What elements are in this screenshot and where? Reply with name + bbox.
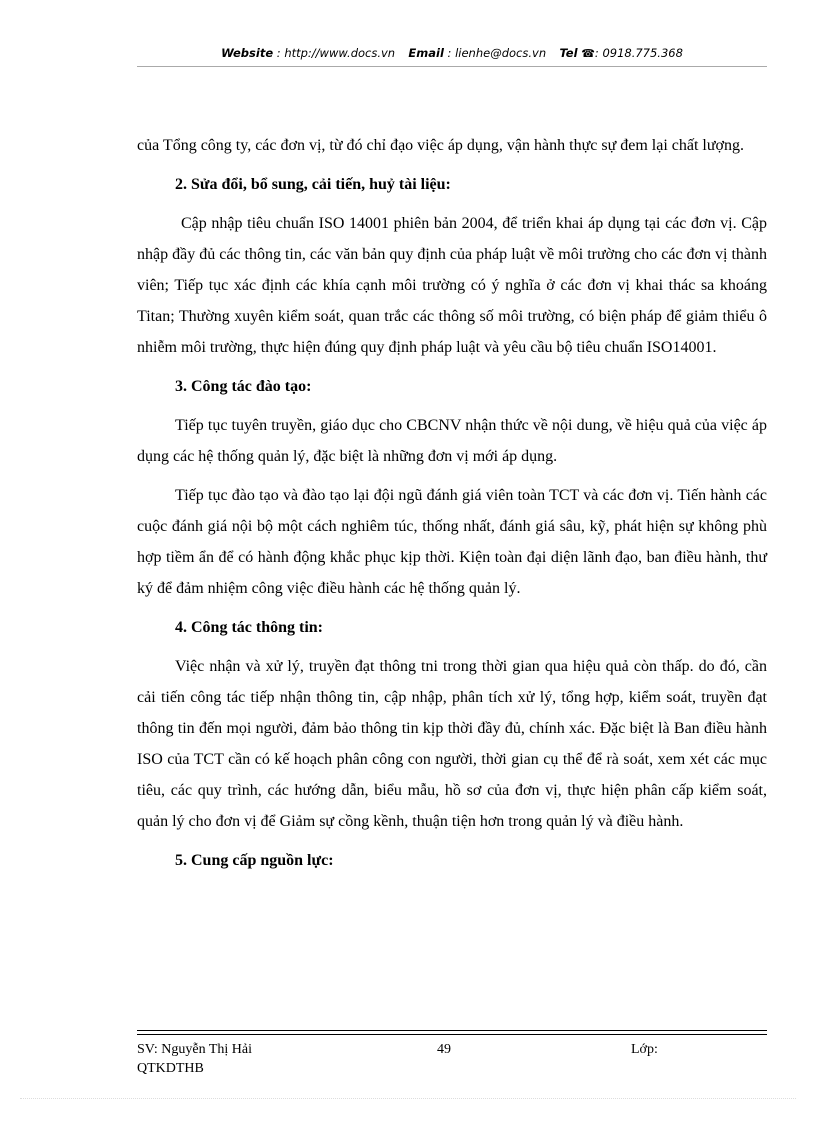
tel-label: Tel <box>559 46 578 60</box>
section-heading-4: 4. Công tác thông tin: <box>175 619 324 636</box>
student-name: SV: Nguyễn Thị Hải QTKDTHB <box>137 1042 252 1076</box>
website-label: Website <box>221 46 274 60</box>
section-heading-5: 5. Cung cấp nguồn lực: <box>175 852 334 869</box>
page-body <box>137 130 767 884</box>
footer-divider-bottom <box>137 1034 767 1035</box>
tel-number: 0918.775.368 <box>602 46 683 60</box>
header-divider <box>137 66 767 67</box>
section-heading-3: 3. Công tác đào tạo: <box>175 378 312 395</box>
section-3-paragraph-2: Tiếp tục đào tạo và đào tạo lại đội ngũ đánh giá viên toàn TCT và các đơn vị. Tiến hành các cuộc đánh giá nội bộ một cách nghiêm túc, thống nhất, đánh giá sâu, kỹ, phát hiện sự không phù hợp tiềm ẩn để có hành động khắc phục kịp thời. Kiện toàn đại diện lãnh đạo, ban điều hành, thư ký để đảm nhiệm công việc điều hành các hệ thống quản lý. <box>137 487 767 597</box>
section-3-paragraph-1: Tiếp tục tuyên truyền, giáo dục cho CBCNV nhận thức về nội dung, về hiệu quả của việc áp dụng các hệ thống quản lý, đặc biệt là những đơn vị mới áp dụng. <box>137 417 767 465</box>
email-label: Email <box>408 46 444 60</box>
website-url[interactable]: http://www.docs.vn <box>284 46 396 60</box>
class-label: Lớp: <box>631 1042 658 1057</box>
section-4-paragraph: Việc nhận và xử lý, truyền đạt thông tni trong thời gian qua hiệu quả còn thấp. do đó, cần cải tiến công tác tiếp nhận thông tin, cập nhập, phân tích xử lý, tổng hợp, kiểm soát, truyền đạt thông tin đến mọi người, đảm bảo thông tin kịp thời đầy đủ, chính xác. Đặc biệt là Ban điều hành ISO của TCT cần có kế hoạch phân công con người, thời gian cụ thể để rà soát, xem xét các mục tiêu, các quy trình, các hướng dẫn, biểu mẫu, hồ sơ của đơn vị, thực hiện phân cấp kiểm soát, quản lý cho đơn vị để Giảm sự cồng kềnh, thuận tiện hơn trong quản lý và điều hành. <box>137 658 767 830</box>
section-2-paragraph: Cập nhập tiêu chuẩn ISO 14001 phiên bản 2004, để triển khai áp dụng tại các đơn vị. Cập nhập đầy đủ các thông tin, các văn bản quy định của pháp luật về môi trường cho các đơn vị thành viên; Tiếp tục xác định các khía cạnh môi trường có ý nghĩa ở các đơn vị khai thác sa khoáng Titan; Thường xuyên kiểm soát, quan trắc các thông số môi trường, có biện pháp để giảm thiểu ô nhiễm môi trường, thực hiện đúng quy định pháp luật và yêu cầu bộ tiêu chuẩn ISO14001. <box>137 215 767 356</box>
page-number: 49 <box>437 1042 451 1057</box>
footer-divider-top <box>137 1030 767 1031</box>
email-address[interactable]: lienhe@docs.vn <box>455 46 547 60</box>
section-heading-2: 2. Sửa đổi, bổ sung, cải tiến, huỷ tài liệu: <box>175 176 451 193</box>
intro-paragraph: của Tổng công ty, các đơn vị, từ đó chỉ đạo việc áp dụng, vận hành thực sự đem lại chất lượng. <box>137 137 745 154</box>
phone-icon: ☎ <box>581 47 595 60</box>
page-header: Website : http://www.docs.vn Email : lienhe@docs.vn Tel ☎: 0918.775.368 <box>221 46 683 60</box>
page-bottom-border <box>20 1098 796 1099</box>
